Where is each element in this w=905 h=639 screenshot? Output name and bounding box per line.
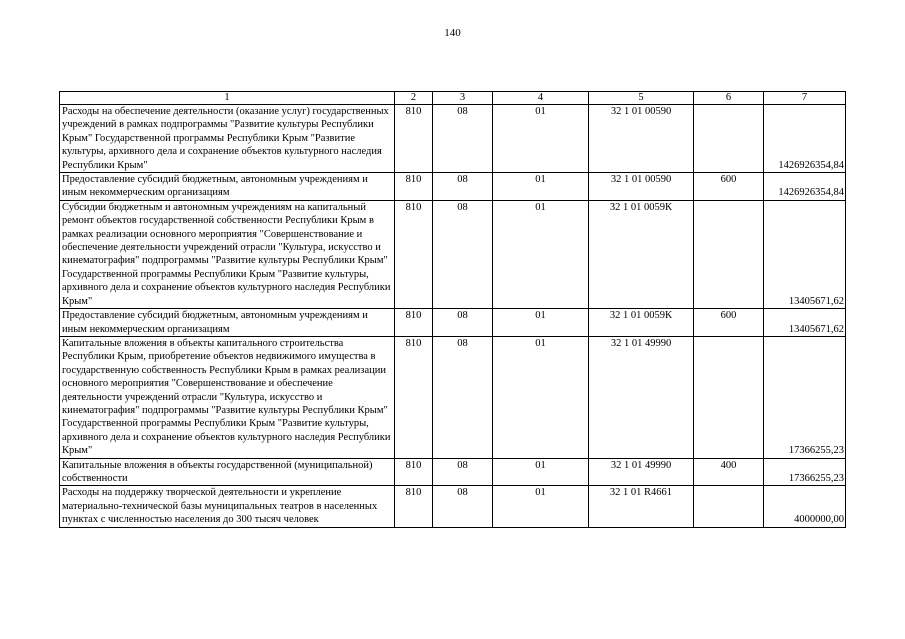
table-header-row [60,92,846,105]
row-target-article: 32 1 01 0059К [589,200,694,308]
row-section-code: 08 [433,458,493,486]
row-ministry-code: 810 [395,458,433,486]
row-ministry-code: 810 [395,105,433,173]
row-subsection-code: 01 [493,336,589,458]
row-expense-type: 400 [694,458,764,486]
row-amount-cell [764,336,846,458]
row-description: Расходы на поддержку творческой деятельности и укрепление материально-технической базы муниципальных театров в населенных пунктах с численностью населения до 300 тысяч человек [60,486,395,527]
column-header: 3 [433,92,493,105]
row-subsection-code: 01 [493,486,589,527]
row-section-code: 08 [433,486,493,527]
table-row [60,200,846,308]
row-amount-cell [764,105,846,173]
table-row [60,309,846,337]
row-section-code: 08 [433,173,493,201]
row-amount: 1426926354,84 [778,159,844,171]
row-target-article: 32 1 01 49990 [589,458,694,486]
row-target-article: 32 1 01 R4661 [589,486,694,527]
row-amount-cell [764,173,846,201]
row-subsection-code: 01 [493,200,589,308]
row-amount-cell [764,486,846,527]
row-amount: 1426926354,84 [778,187,844,199]
row-expense-type [694,105,764,173]
row-subsection-code: 01 [493,173,589,201]
table-row [60,173,846,201]
row-target-article: 32 1 01 0059К [589,309,694,337]
row-ministry-code: 810 [395,173,433,201]
row-section-code: 08 [433,309,493,337]
row-expense-type [694,200,764,308]
row-description: Предоставление субсидий бюджетным, автономным учреждениям и иным некоммерческим организациям [60,173,395,201]
row-ministry-code: 810 [395,200,433,308]
column-header: 2 [395,92,433,105]
row-expense-type [694,486,764,527]
row-section-code: 08 [433,105,493,173]
row-subsection-code: 01 [493,458,589,486]
row-amount-cell [764,309,846,337]
row-amount-cell [764,458,846,486]
row-description: Капитальные вложения в объекты капитального строительства Республики Крым, приобретение объектов недвижимого имущества в государственную собственность Республики Крым в рамках реализации основного мероприятия "Совершенствование и обеспечение деятельности учреждений отрасли "Культура, искусство и кинематография" подпрограммы "Развитие культуры Республики Крым" Государственной программы Республики Крым "Развитие культуры, архивного дела и сохранение объектов культурного наследия Республики Крым" [60,336,395,458]
row-expense-type: 600 [694,173,764,201]
row-amount-cell [764,200,846,308]
table-row [60,486,846,527]
column-header: 6 [694,92,764,105]
row-description: Расходы на обеспечение деятельности (оказание услуг) государственных учреждений в рамках подпрограммы "Развитие культуры Республики Крым" Государственной программы Республики Крым "Развитие культуры, архивного дела и сохранение объектов культурного наследия Республики Крым" [60,105,395,173]
row-ministry-code: 810 [395,336,433,458]
row-subsection-code: 01 [493,105,589,173]
row-target-article: 32 1 01 49990 [589,336,694,458]
table-row [60,336,846,458]
row-amount: 17366255,23 [788,472,844,484]
column-header: 7 [764,92,846,105]
table-row [60,105,846,173]
row-target-article: 32 1 01 00590 [589,173,694,201]
column-header: 1 [60,92,395,105]
row-description: Субсидии бюджетным и автономным учреждениям на капитальный ремонт объектов государственной собственности Республики Крым в рамках реализации основного мероприятия "Совершенствование и обеспечение деятельности учреждений отрасли "Культура, искусство и кинематография" подпрограммы "Развитие культуры Республики Крым" Государственной программы Республики Крым "Развитие культуры, архивного дела и сохранение объектов культурного наследия Республики Крым" [60,200,395,308]
row-ministry-code: 810 [395,309,433,337]
column-header: 5 [589,92,694,105]
row-amount: 17366255,23 [788,445,844,457]
row-expense-type: 600 [694,309,764,337]
row-description: Предоставление субсидий бюджетным, автономным учреждениям и иным некоммерческим организациям [60,309,395,337]
table-row [60,458,846,486]
row-section-code: 08 [433,336,493,458]
budget-table [59,91,846,528]
row-target-article: 32 1 01 00590 [589,105,694,173]
row-description: Капитальные вложения в объекты государственной (муниципальной) собственности [60,458,395,486]
row-ministry-code: 810 [395,486,433,527]
row-amount: 4000000,00 [794,514,844,526]
row-subsection-code: 01 [493,309,589,337]
column-header: 4 [493,92,589,105]
page-number: 140 [444,27,461,39]
row-expense-type [694,336,764,458]
row-amount: 13405671,62 [788,323,844,335]
row-amount: 13405671,62 [788,295,844,307]
row-section-code: 08 [433,200,493,308]
